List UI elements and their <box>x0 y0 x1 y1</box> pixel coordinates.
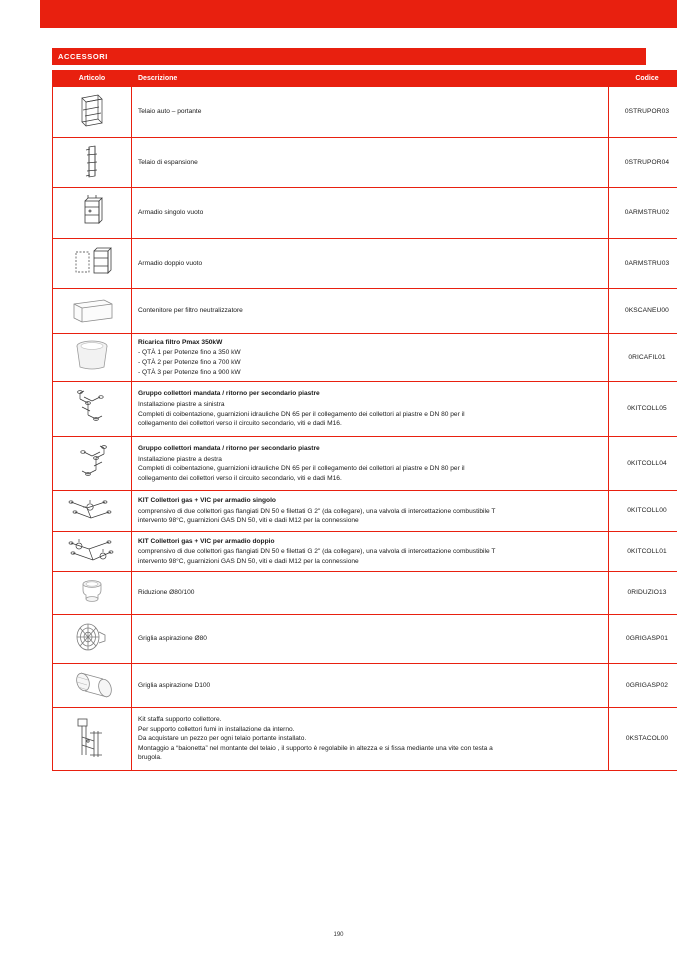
column-header-description: Descrizione <box>132 71 609 87</box>
description-line: - QTÀ 3 per Potenze fino a 900 kW <box>138 368 241 376</box>
article-image-cell <box>53 238 132 289</box>
intake-grille-d100-icon <box>69 667 115 701</box>
reducer-icon <box>72 575 112 607</box>
column-header-article: Articolo <box>53 71 132 87</box>
description-line: Riduzione Ø80/100 <box>138 589 195 597</box>
gas-manifold-double-icon <box>65 535 119 565</box>
frame-self-supporting-icon <box>72 90 112 130</box>
code-cell: 0KITCOLL05 <box>609 382 677 437</box>
gas-manifold-single-icon <box>65 494 119 524</box>
bracket-support-icon <box>70 711 114 763</box>
article-image-cell <box>53 663 132 708</box>
description-line: comprensivo di due collettori gas flangiati DN 50 e filettati G 2" (da collegare), una valvola di intercettazione combustibile T <box>138 507 496 515</box>
description-line: Armadio doppio vuoto <box>138 259 203 267</box>
description-line: Armadio singolo vuoto <box>138 209 204 217</box>
table-row <box>53 436 677 491</box>
single-cabinet-icon <box>72 191 112 231</box>
description-title: KIT Collettori gas + VIC per armadio singolo <box>138 497 276 505</box>
article-image-cell <box>53 188 132 239</box>
code-cell: 0KSTACOL00 <box>609 708 677 771</box>
table-row <box>53 572 677 615</box>
description-cell <box>132 531 609 572</box>
table-row <box>53 491 677 532</box>
neutralizer-filter-box-icon <box>66 292 118 326</box>
description-line: Installazione piastre a destra <box>138 455 222 463</box>
filter-refill-bucket-icon <box>69 337 115 375</box>
table-row <box>53 137 677 188</box>
description-cell <box>132 572 609 615</box>
table-row <box>53 663 677 708</box>
manifold-group-left-icon <box>70 385 114 429</box>
description-line: collegamento dei collettori verso il circuito secondario, viti e dadi M16. <box>138 474 342 482</box>
article-image-cell <box>53 436 132 491</box>
code-cell: 0RICAFIL01 <box>609 333 677 382</box>
description-line: Completi di coibentazione, guarnizioni idrauliche DN 65 per il collegamento dei collettori al piastre e DN 80 per il <box>138 465 465 473</box>
article-image-cell <box>53 531 132 572</box>
description-cell <box>132 87 609 138</box>
table-row <box>53 289 677 334</box>
description-line: Da acquistare un pezzo per ogni telaio portante installato. <box>138 735 307 743</box>
table-body <box>53 87 677 771</box>
code-cell: 0RIDUZIO13 <box>609 572 677 615</box>
description-line: Telaio di espansione <box>138 158 198 166</box>
description-line: Contenitore per filtro neutralizzatore <box>138 307 243 315</box>
description-line: Griglia aspirazione D100 <box>138 681 211 689</box>
code-cell: 0GRIGASP01 <box>609 615 677 664</box>
description-line: - QTÀ 1 per Potenze fino a 350 kW <box>138 349 241 357</box>
table-row <box>53 87 677 138</box>
description-line: intervento 98°C, guarnizioni GAS DN 50, viti e dadi M12 per la connessione <box>138 517 359 525</box>
code-cell: 0KSCANEU00 <box>609 289 677 334</box>
description-line: brugola. <box>138 754 162 762</box>
description-title: Ricarica filtro Pmax 350kW <box>138 338 223 346</box>
description-line: Griglia aspirazione Ø80 <box>138 635 207 643</box>
article-image-cell <box>53 137 132 188</box>
double-cabinet-icon <box>68 242 116 282</box>
description-line: Completi di coibentazione, guarnizioni idrauliche DN 65 per il collegamento dei collettori al piastre e DN 80 per il <box>138 410 465 418</box>
table-row <box>53 382 677 437</box>
description-cell <box>132 663 609 708</box>
code-cell: 0STRUPOR03 <box>609 87 677 138</box>
page-number: 190 <box>333 932 344 938</box>
description-cell <box>132 137 609 188</box>
description-line: intervento 98°C, guarnizioni GAS DN 50, viti e dadi M12 per la connessione <box>138 557 359 565</box>
description-line: comprensivo di due collettori gas flangiati DN 50 e filettati G 2" (da collegare), una valvola di intercettazione combustibile T <box>138 548 496 556</box>
table-row <box>53 333 677 382</box>
description-line: Kit staffa supporto collettore. <box>138 716 222 724</box>
article-image-cell <box>53 572 132 615</box>
expansion-frame-icon <box>72 141 112 181</box>
code-cell: 0ARMSTRU03 <box>609 238 677 289</box>
table-row <box>53 531 677 572</box>
description-cell <box>132 708 609 771</box>
description-title: Gruppo collettori mandata / ritorno per secondario piastre <box>138 390 320 398</box>
description-cell <box>132 289 609 334</box>
description-line: Telaio auto – portante <box>138 108 202 115</box>
article-image-cell <box>53 333 132 382</box>
section-title: ACCESSORI <box>52 48 646 65</box>
description-cell <box>132 188 609 239</box>
code-cell: 0STRUPOR04 <box>609 137 677 188</box>
description-line: Installazione piastre a sinistra <box>138 401 225 408</box>
header-red-band <box>40 0 677 28</box>
article-image-cell <box>53 491 132 532</box>
article-image-cell <box>53 615 132 664</box>
description-cell <box>132 615 609 664</box>
description-cell <box>132 436 609 491</box>
description-line: Montaggio a “baionetta” nel montante del telaio , il supporto è regolabile in altezza e si fissa mediante una vite con testa a <box>138 744 493 752</box>
manifold-group-right-icon <box>70 440 114 484</box>
code-cell: 0ARMSTRU02 <box>609 188 677 239</box>
description-cell <box>132 491 609 532</box>
article-image-cell <box>53 708 132 771</box>
code-cell: 0KITCOLL00 <box>609 491 677 532</box>
code-cell: 0KITCOLL04 <box>609 436 677 491</box>
code-cell: 0GRIGASP02 <box>609 663 677 708</box>
description-line: collegamento dei collettori verso il circuito secondario, viti e dadi M16. <box>138 420 342 428</box>
accessories-table <box>52 70 677 771</box>
description-cell <box>132 333 609 382</box>
description-line: Per supporto collettori fumi in installazione da interno. <box>138 725 295 733</box>
page-content <box>52 48 670 771</box>
description-title: Gruppo collettori mandata / ritorno per secondario piastre <box>138 445 320 452</box>
table-row <box>53 708 677 771</box>
table-row <box>53 188 677 239</box>
article-image-cell <box>53 289 132 334</box>
table-header-row <box>53 71 677 87</box>
description-line: - QTÀ 2 per Potenze fino a 700 kW <box>138 359 241 366</box>
column-header-code: Codice <box>609 71 677 87</box>
article-image-cell <box>53 382 132 437</box>
code-cell: 0KITCOLL01 <box>609 531 677 572</box>
intake-grille-round-icon <box>72 618 112 656</box>
description-title: KIT Collettori gas + VIC per armadio doppio <box>138 537 275 545</box>
table-row <box>53 615 677 664</box>
article-image-cell <box>53 87 132 138</box>
description-cell <box>132 238 609 289</box>
table-row <box>53 238 677 289</box>
description-cell <box>132 382 609 437</box>
